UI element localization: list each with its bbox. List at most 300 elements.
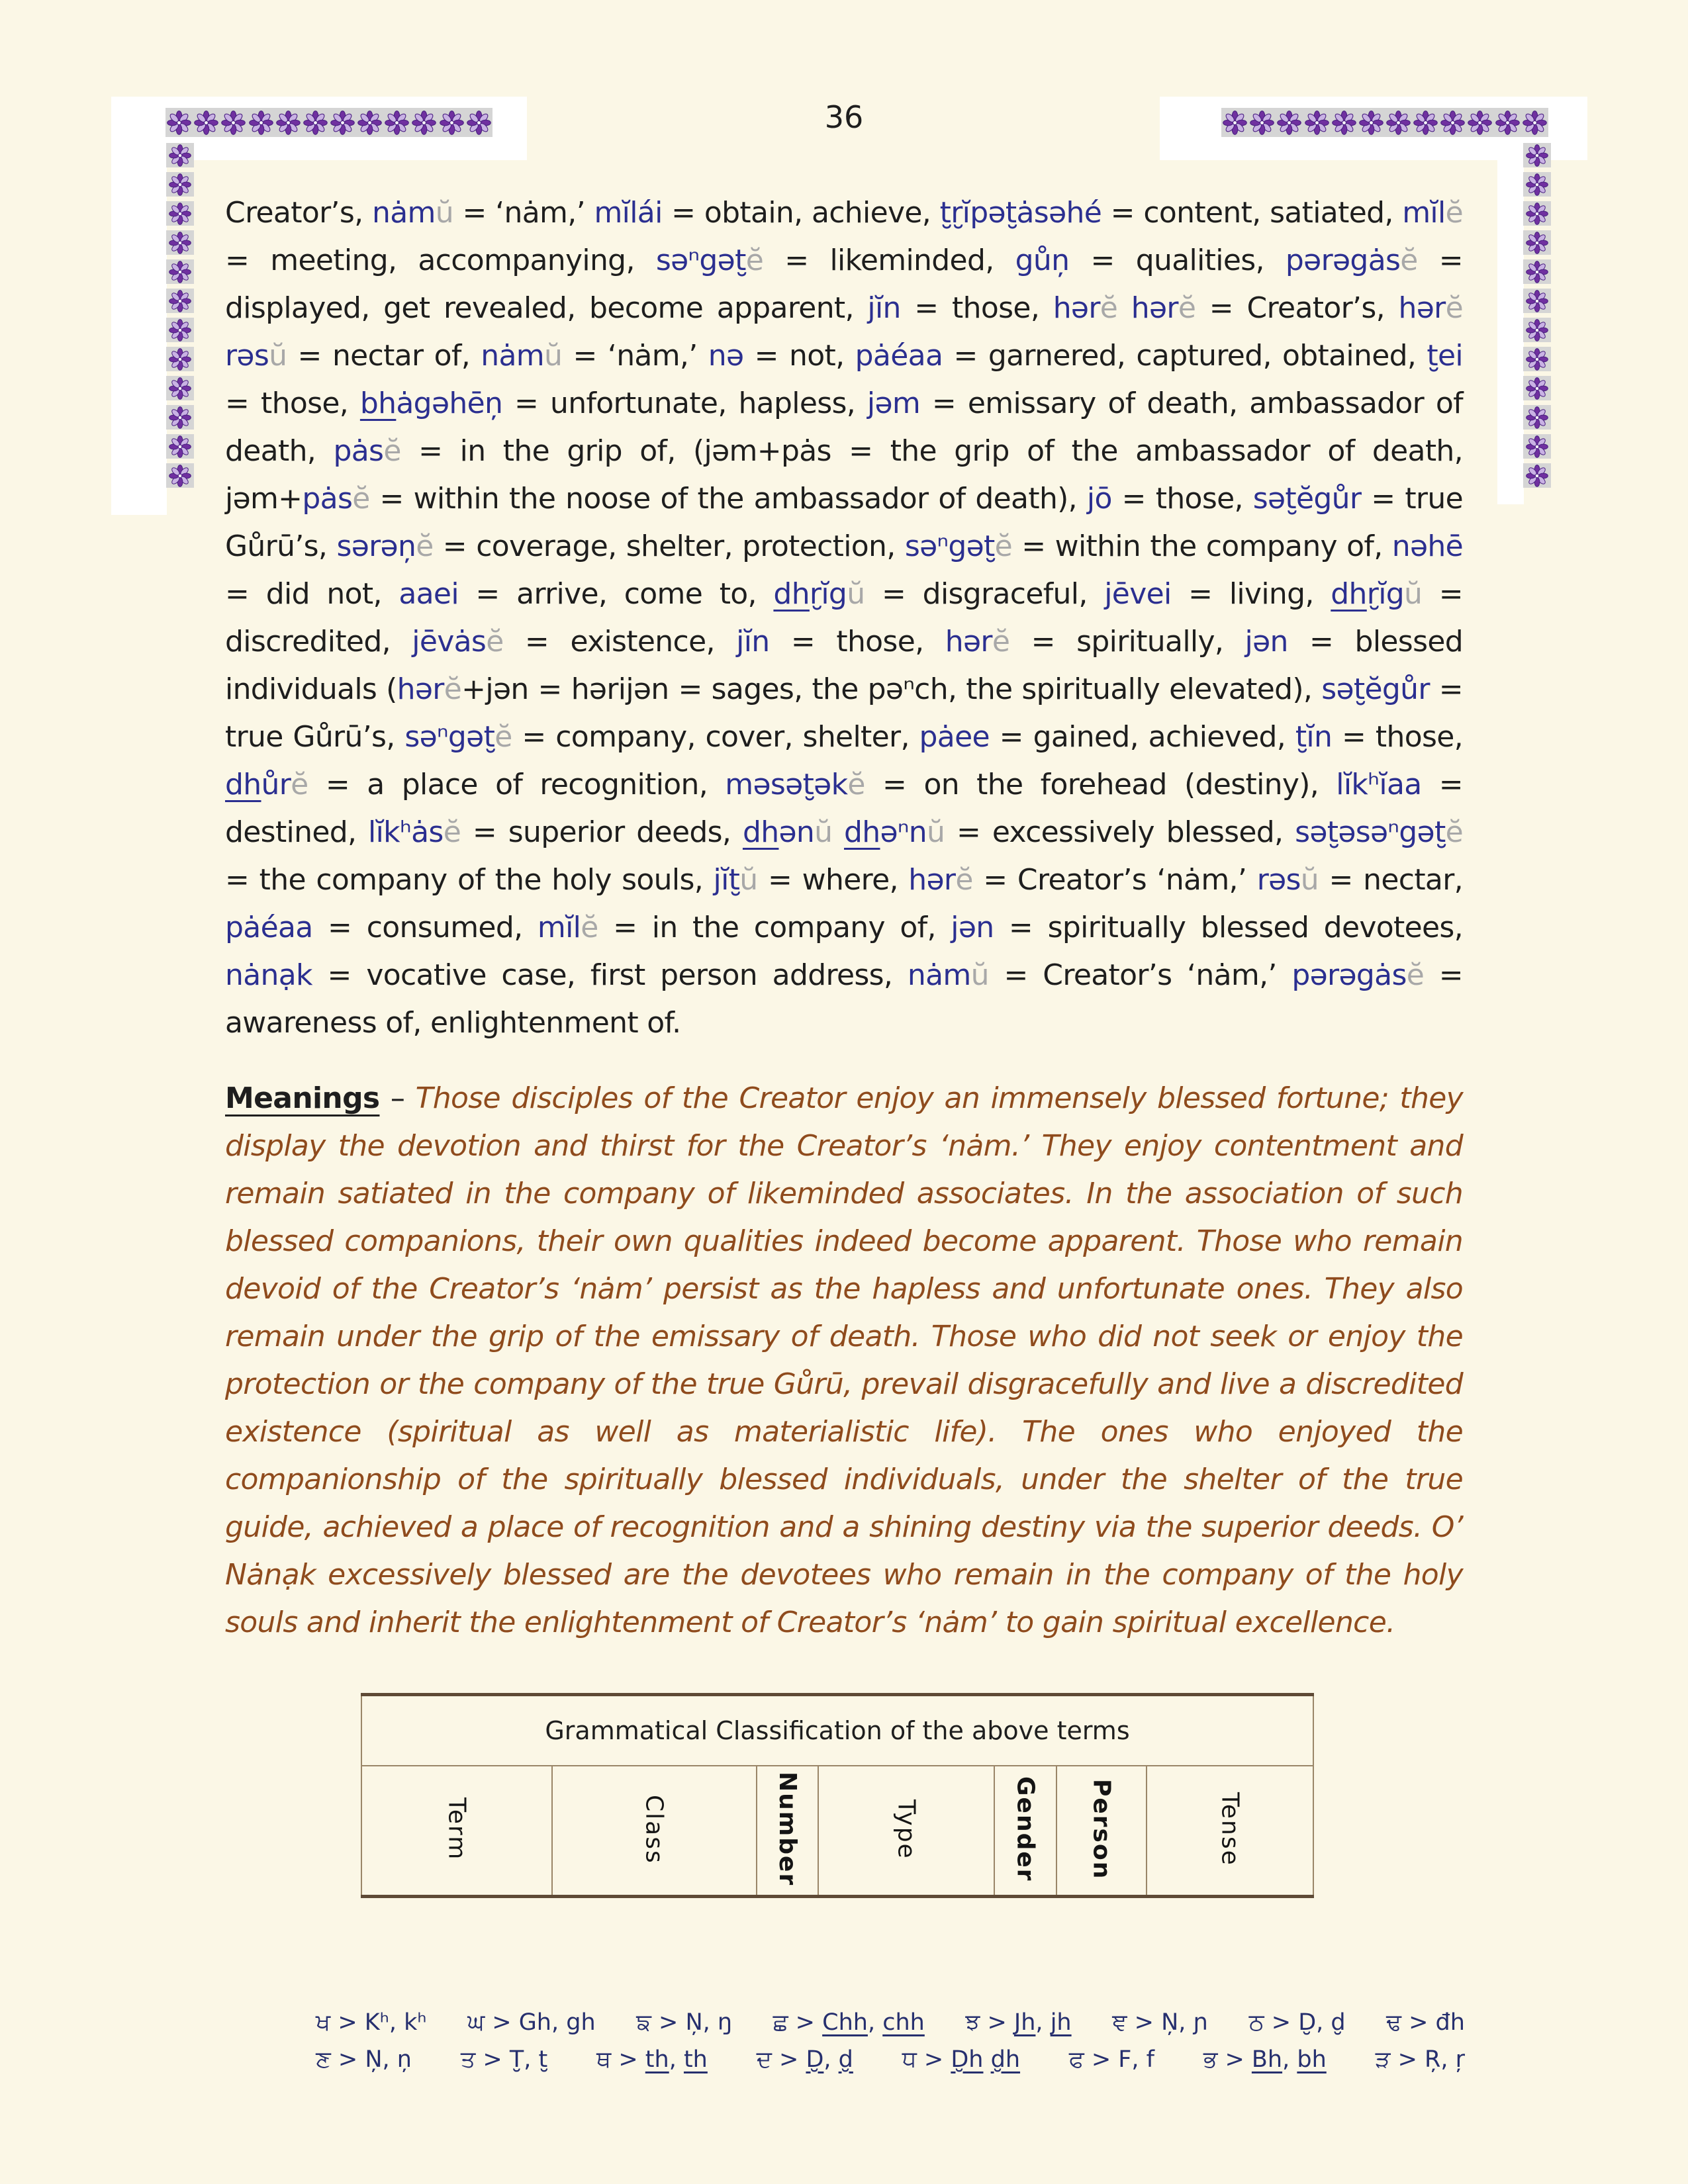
text-segment: = spiritually, (1009, 625, 1245, 659)
flower-ornament-icon (167, 111, 191, 135)
ornament-cell (166, 347, 194, 371)
table-column-header-number (757, 1766, 818, 1897)
flower-ornament-icon (1526, 465, 1548, 487)
text-segment: ĕ (1178, 291, 1196, 325)
text-segment: t̮ĭn (1295, 720, 1333, 754)
text-segment: hər (908, 863, 956, 897)
flower-ornament-icon (1526, 203, 1548, 225)
gurmukhi-letter: ਞ (1112, 2009, 1127, 2036)
legend-transliteration: D̮ (806, 2046, 824, 2073)
text-segment: lĭkʰȧs (368, 815, 444, 849)
text-segment: dh (844, 815, 880, 849)
flower-ornament-icon (1440, 111, 1465, 135)
flower-ornament-icon (169, 144, 191, 167)
gurmukhi-letter: ਭ (1203, 2046, 1218, 2073)
legend-row-1 (316, 2009, 1465, 2036)
legend-transliteration: chh (882, 2009, 925, 2036)
text-segment: jō (1086, 482, 1112, 516)
text-segment: ĕ (1400, 244, 1418, 277)
text-segment: = obtain, achieve, (662, 196, 940, 230)
text-segment: sərəņ (336, 529, 416, 563)
ornament-cell (1523, 347, 1551, 371)
text-segment: ŭ (927, 815, 945, 849)
legend-item: ਘ > Gh, gh (467, 2009, 596, 2036)
gurmukhi-letter: ਣ (316, 2046, 331, 2073)
text-segment: = where, (757, 863, 909, 897)
meanings-heading: Meanings (225, 1081, 380, 1115)
text-segment: pərəgȧs (1291, 958, 1407, 992)
table-column-header-tense (1147, 1766, 1313, 1897)
text-segment: = in the grip of, (jəm+pȧs = the grip of the ambassador of death, jəm+ (225, 434, 1463, 516)
text-segment: məsət̮ək (725, 768, 848, 801)
content-area (225, 189, 1463, 1898)
text-segment: ůr (261, 768, 291, 801)
text-segment: ĕ (1445, 291, 1464, 325)
text-segment: = spiritually blessed devotees, (994, 911, 1463, 944)
legend-transliteration: , (823, 2046, 839, 2073)
legend-item: ਥ > th, th (596, 2046, 708, 2073)
gurmukhi-letter: ਢ (1386, 2009, 1401, 2036)
text-segment: hər (1053, 291, 1100, 325)
text-segment: nȧm (907, 958, 971, 992)
text-segment: dh (225, 768, 261, 801)
margin-band (1497, 159, 1524, 504)
text-segment: = Creator’s ‘nȧm,’ (988, 958, 1292, 992)
legend-item: ਣ > Ņ, ņ (316, 2046, 412, 2073)
flower-ornament-icon (1526, 406, 1548, 429)
text-segment: ŭ (435, 196, 453, 230)
flower-ornament-icon (303, 111, 328, 135)
text-segment: = emissary of death, ambassador of death, (225, 387, 1463, 468)
flower-ornament-icon (1359, 111, 1383, 135)
legend-transliteration: , (867, 2009, 883, 2036)
flower-ornament-icon (249, 111, 273, 135)
text-segment: = disgraceful, (865, 577, 1105, 611)
table-column-header-gender (994, 1766, 1056, 1897)
text-segment: t̮r̮ĭpət̮ȧsəhé (939, 196, 1102, 230)
text-segment: bh (359, 387, 397, 420)
text-segment: ĕ (352, 482, 370, 516)
ornament-cell (166, 463, 194, 488)
text-segment: ŭ (1300, 863, 1319, 897)
text-segment: hər (945, 625, 992, 659)
legend-transliteration: Ņ, ɲ (1161, 2009, 1209, 2036)
flower-ornament-icon (1305, 111, 1329, 135)
text-segment: sət̮ĕgůr (1252, 482, 1362, 516)
gurmukhi-letter: ਖ (316, 2009, 331, 2036)
flower-ornament-icon (169, 290, 191, 312)
table-column-header-term (361, 1766, 552, 1897)
legend-item: ਦ > D̮, d̮ (756, 2046, 853, 2073)
text-segment: ĕ (291, 768, 308, 801)
meanings-paragraph (225, 1075, 1463, 1647)
gurmukhi-letter: ੜ (1375, 2046, 1391, 2073)
text-segment: Those disciples of the Creator enjoy an immensely blessed fortune; they display the devotion and thirst for the Creator’s ‘nȧm.’ They enjoy contentment and remain satiated in the company of likeminded associates. In the association of such blessed companions, their own qualities indeed become apparent. Those who remain devoid of the Creator’s ‘nȧm’ persist as the hapless and unfortunate ones. They also remain under the grip of the emissary of death. Those who did not seek or enjoy the protection or the company of the true Gůrū, prevail disgracefully and live a discredited existence (spiritual as well as materialistic life). The ones who enjoyed the companionship of the spiritually blessed individuals, under the shelter of the true guide, achieved a place of recognition and a shining destiny via the superior deeds. O’ Nȧnạk excessively blessed are the devotees who remain in the company of the holy souls and inherit the enlightenment of Creator’s ‘nȧm’ to gain spiritual excellence. (225, 1081, 1463, 1639)
text-segment: ŭ (1404, 577, 1423, 611)
legend-transliteration (983, 2046, 990, 2073)
legend-transliteration: T̮, t̮ (509, 2046, 548, 2073)
flower-ornament-icon (169, 232, 191, 254)
flower-ornament-icon (1526, 173, 1548, 196)
flower-ornament-icon (169, 261, 191, 283)
text-segment: mĭl (1402, 196, 1446, 230)
page-number: 36 (824, 99, 864, 135)
text-segment (1117, 291, 1131, 325)
table-title-row (361, 1695, 1313, 1766)
text-segment: = ‘nȧm,’ (453, 196, 594, 230)
text-segment: ŭ (814, 815, 833, 849)
legend-item: ਠ > D̮, d̮ (1248, 2009, 1346, 2036)
flower-ornament-icon (357, 111, 382, 135)
text-segment: səⁿgət̮ (404, 720, 495, 754)
text-segment: ȧgəhēņ (396, 387, 503, 420)
text-segment: ĕ (486, 625, 504, 659)
legend-transliteration: Ņ, ŋ (685, 2009, 733, 2036)
flower-ornament-icon (169, 319, 191, 341)
legend-item: ੜ > Ŗ, ŗ (1375, 2046, 1465, 2073)
text-segment: ŭ (739, 863, 758, 897)
text-segment: rəs (225, 339, 269, 373)
flower-ornament-icon (221, 111, 246, 135)
legend-transliteration: Ņ, ņ (365, 2046, 412, 2073)
text-segment: ĕ (1406, 958, 1425, 992)
text-segment: sət̮əsəⁿgət̮ (1295, 815, 1446, 849)
flower-ornament-icon (169, 406, 191, 429)
ornament-cell (1523, 376, 1551, 400)
text-segment: dh (742, 815, 779, 849)
ornament-cell (1523, 172, 1551, 197)
table-column-label: Class (640, 1794, 668, 1864)
text-segment: ĕ (1100, 291, 1118, 325)
flower-ornament-icon (1526, 319, 1548, 341)
text-segment: ən (778, 815, 815, 849)
flower-ornament-icon (1526, 290, 1548, 312)
text-segment: +jən = hərijən = sages, the pəⁿch, the spiritually elevated), (461, 672, 1322, 706)
ornament-cell (1523, 201, 1551, 226)
flower-ornament-icon (1526, 144, 1548, 167)
transliteration-legend (316, 2009, 1465, 2083)
ornament-cell (166, 201, 194, 226)
text-segment: = true Gůrū’s, (225, 672, 1463, 754)
flower-ornament-icon (1523, 111, 1547, 135)
text-segment: ŭ (269, 339, 287, 373)
text-segment: ĕ (494, 720, 512, 754)
text-segment: nə (708, 339, 744, 373)
flower-ornament-icon (169, 348, 191, 371)
flower-ornament-icon (1332, 111, 1356, 135)
legend-transliteration: Gh, gh (518, 2009, 596, 2036)
flower-ornament-icon (1495, 111, 1520, 135)
table-column-label: Gender (1011, 1776, 1039, 1882)
text-segment: = those, (1332, 720, 1463, 754)
text-segment: mĭl (537, 911, 581, 944)
legend-transliteration: , (669, 2046, 684, 2073)
legend-item: ਞ > Ņ, ɲ (1112, 2009, 1209, 2036)
text-segment: = Creator’s, (1196, 291, 1399, 325)
text-segment: ĕ (847, 768, 865, 801)
text-segment: dh (773, 577, 810, 611)
vocabulary-paragraph (225, 189, 1463, 1047)
legend-transliteration: th (683, 2046, 708, 2073)
text-segment: = Creator’s ‘nȧm,’ (972, 863, 1257, 897)
text-segment: nȧm (371, 196, 436, 230)
ornament-cell (166, 405, 194, 430)
legend-transliteration: d̮h (990, 2046, 1021, 2073)
flower-ornament-icon (169, 173, 191, 196)
legend-item: ਙ > Ņ, ŋ (636, 2009, 733, 2036)
text-segment: = content, satiated, (1102, 196, 1403, 230)
text-segment: ĕ (992, 625, 1010, 659)
gurmukhi-letter: ਠ (1248, 2009, 1264, 2036)
ornament-border-top-left (165, 108, 492, 137)
text-segment: ĕ (1445, 815, 1463, 849)
legend-item: ਤ > T̮, t̮ (460, 2046, 548, 2073)
ornament-cell (1523, 405, 1551, 430)
text-segment: = vocative case, first person address, (312, 958, 908, 992)
text-segment: gůņ (1015, 244, 1070, 277)
legend-transliteration: Kʰ, kʰ (364, 2009, 427, 2036)
text-segment: səⁿgət̮ (904, 529, 995, 563)
legend-row-2 (316, 2046, 1465, 2073)
text-segment: rəs (1256, 863, 1301, 897)
text-segment: ĕ (745, 244, 764, 277)
table-column-label: Term (443, 1797, 471, 1861)
text-segment: = blessed individuals ( (225, 625, 1464, 706)
legend-transliteration: D̮h (951, 2046, 984, 2073)
legend-transliteration: F, f (1118, 2046, 1155, 2073)
text-segment: = discredited, (225, 577, 1464, 659)
text-segment: jĭn (736, 625, 770, 659)
flower-ornament-icon (169, 435, 191, 458)
gurmukhi-letter: ਦ (756, 2046, 772, 2073)
text-segment: nȧnạk (225, 958, 312, 992)
text-segment: ĕ (444, 672, 462, 706)
text-segment: Creator’s, (225, 196, 372, 230)
flower-ornament-icon (330, 111, 355, 135)
flower-ornament-icon (1526, 377, 1548, 400)
gurmukhi-letter: ਙ (636, 2009, 651, 2036)
text-segment: = those, (1111, 482, 1253, 516)
text-segment: = qualities, (1069, 244, 1286, 277)
legend-transliteration: jh (1050, 2009, 1072, 2036)
legend-item: ਢ > đh (1386, 2009, 1465, 2036)
gurmukhi-letter: ਛ (773, 2009, 788, 2036)
flower-ornament-icon (1277, 111, 1301, 135)
text-segment: ĕ (416, 529, 434, 563)
margin-band (111, 97, 167, 515)
ornament-border-top-right (1221, 108, 1548, 137)
text-segment: dh (1331, 577, 1367, 611)
text-segment: = company, cover, shelter, (512, 720, 919, 754)
text-segment: aaei (399, 577, 459, 611)
flower-ornament-icon (276, 111, 301, 135)
text-segment: = on the forehead (destiny), (865, 768, 1336, 801)
flower-ornament-icon (169, 203, 191, 225)
text-segment: = consumed, (312, 911, 538, 944)
ornament-cell (1523, 143, 1551, 167)
table-column-label: Type (892, 1799, 920, 1860)
flower-ornament-icon (412, 111, 436, 135)
flower-ornament-icon (1250, 111, 1274, 135)
text-segment: pȧs (302, 482, 353, 516)
table-column-header-class (552, 1766, 757, 1897)
text-segment: = garnered, captured, obtained, (943, 339, 1427, 373)
text-segment: mĭlái (594, 196, 663, 230)
text-segment: ŭ (970, 958, 989, 992)
ornament-cell (1523, 434, 1551, 459)
text-segment: = within the noose of the ambassador of death), (369, 482, 1087, 516)
text-segment: pərəgȧs (1285, 244, 1401, 277)
legend-item: ਛ > Chh, chh (773, 2009, 925, 2036)
ornament-cell (166, 230, 194, 255)
text-segment: = arrive, come to, (458, 577, 774, 611)
text-segment: = a place of recognition, (308, 768, 726, 801)
text-segment: = those, (900, 291, 1053, 325)
text-segment: jēvei (1104, 577, 1172, 611)
legend-transliteration: Chh (822, 2009, 868, 2036)
gurmukhi-letter: ਝ (965, 2009, 980, 2036)
text-segment: pȧs (333, 434, 384, 468)
ornament-cell (1523, 318, 1551, 342)
text-segment: = destined, (225, 768, 1463, 849)
legend-transliteration: , (1282, 2046, 1297, 2073)
text-segment: sət̮ĕgůr (1321, 672, 1430, 706)
text-segment: nəhē (1391, 529, 1464, 563)
gurmukhi-letter: ਧ (902, 2046, 917, 2073)
text-segment: = those, (769, 625, 945, 659)
text-segment: pȧéaa (855, 339, 943, 373)
legend-transliteration: D̮, d̮ (1298, 2009, 1346, 2036)
legend-item: ਭ > Bh, bh (1203, 2046, 1327, 2073)
text-segment: = true Gůrū’s, (225, 482, 1463, 563)
legend-item: ਖ > Kʰ, kʰ (316, 2009, 427, 2036)
text-segment: = did not, (225, 577, 399, 611)
text-segment: ŭ (544, 339, 563, 373)
text-segment: = awareness of, enlightenment of. (225, 958, 1463, 1040)
flower-ornament-icon (385, 111, 409, 135)
ornament-border-right (1523, 143, 1551, 488)
text-segment: = likeminded, (763, 244, 1015, 277)
text-segment: = in the company of, (598, 911, 951, 944)
flower-ornament-icon (1386, 111, 1411, 135)
flower-ornament-icon (169, 377, 191, 400)
table-column-label: Person (1088, 1778, 1115, 1880)
table-column-label: Tense (1216, 1792, 1244, 1866)
text-segment: ĕ (955, 863, 973, 897)
legend-item: ਫ > F, f (1068, 2046, 1155, 2073)
text-segment: = excessively blessed, (945, 815, 1295, 849)
text-segment: = nectar, (1319, 863, 1463, 897)
text-segment: = unfortunate, hapless, (502, 387, 867, 420)
legend-transliteration: Bh (1251, 2046, 1283, 2073)
flower-ornament-icon (1526, 232, 1548, 254)
table-column-header-type (818, 1766, 994, 1897)
text-segment: = coverage, shelter, protection, (433, 529, 905, 563)
legend-transliteration: th (645, 2046, 669, 2073)
text-segment: t̮ei (1427, 339, 1463, 373)
text-segment: lĭkʰĭaa (1336, 768, 1422, 801)
text-segment: = nectar of, (287, 339, 481, 373)
flower-ornament-icon (1413, 111, 1438, 135)
text-segment: = not, (743, 339, 855, 373)
text-segment: = existence, (503, 625, 737, 659)
text-segment: pȧee (919, 720, 990, 754)
text-segment (832, 815, 844, 849)
text-segment: ĕ (443, 815, 461, 849)
text-segment: hər (1131, 291, 1178, 325)
text-segment: jən (951, 911, 994, 944)
flower-ornament-icon (1468, 111, 1492, 135)
flower-ornament-icon (440, 111, 464, 135)
ornament-cell (1523, 230, 1551, 255)
flower-ornament-icon (1223, 111, 1247, 135)
legend-item: ਧ > D̮h d̮h (902, 2046, 1021, 2073)
legend-transliteration: , (1035, 2009, 1051, 2036)
table-column-header-person (1056, 1766, 1147, 1897)
text-segment: = superior deeds, (461, 815, 743, 849)
ornament-cell (166, 172, 194, 197)
text-segment: ĕ (581, 911, 598, 944)
legend-transliteration: d̮ (838, 2046, 853, 2073)
table-title: Grammatical Classification of the above terms (361, 1695, 1313, 1766)
ornament-cell (1523, 289, 1551, 313)
text-segment: = living, (1171, 577, 1331, 611)
legend-transliteration: bh (1297, 2046, 1327, 2073)
legend-transliteration: Jh (1013, 2009, 1036, 2036)
flower-ornament-icon (467, 111, 491, 135)
ornament-cell (166, 259, 194, 284)
text-segment: jēvȧs (412, 625, 487, 659)
text-segment: = meeting, accompanying, (225, 244, 656, 277)
text-segment: = the company of the holy souls, (225, 863, 714, 897)
flower-ornament-icon (1526, 435, 1548, 458)
legend-transliteration: đh (1435, 2009, 1465, 2036)
text-segment: r̮ĭg (809, 577, 847, 611)
text-segment: jəm (867, 387, 921, 420)
gurmukhi-letter: ਤ (460, 2046, 476, 2073)
flower-ornament-icon (169, 465, 191, 487)
text-segment: hər (1398, 291, 1446, 325)
text-segment: ŭ (847, 577, 865, 611)
text-segment: hər (397, 672, 444, 706)
text-segment: = displayed, get revealed, become apparent, (225, 244, 1463, 325)
text-segment: = gained, achieved, (989, 720, 1295, 754)
text-segment: – (379, 1081, 416, 1115)
flower-ornament-icon (194, 111, 218, 135)
gurmukhi-letter: ਥ (596, 2046, 612, 2073)
table-column-label: Number (773, 1772, 801, 1887)
ornament-cell (166, 289, 194, 313)
text-segment: nȧm (481, 339, 545, 373)
grammar-classification-table (361, 1693, 1314, 1898)
ornament-cell (1523, 463, 1551, 488)
text-segment: səⁿgət̮ (655, 244, 746, 277)
gurmukhi-letter: ਘ (467, 2009, 485, 2036)
text-segment: r̮ĭg (1366, 577, 1405, 611)
text-segment: ĕ (1445, 196, 1463, 230)
ornament-cell (166, 434, 194, 459)
legend-transliteration: Ŗ, ŗ (1425, 2046, 1465, 2073)
text-segment: ĕ (994, 529, 1013, 563)
text-segment: = within the company of, (1012, 529, 1392, 563)
table-header-row (361, 1766, 1313, 1897)
flower-ornament-icon (1526, 261, 1548, 283)
ornament-cell (166, 318, 194, 342)
ornament-cell (1523, 259, 1551, 284)
text-segment: ĕ (383, 434, 401, 468)
gurmukhi-letter: ਫ (1068, 2046, 1084, 2073)
text-segment: = those, (225, 387, 360, 420)
